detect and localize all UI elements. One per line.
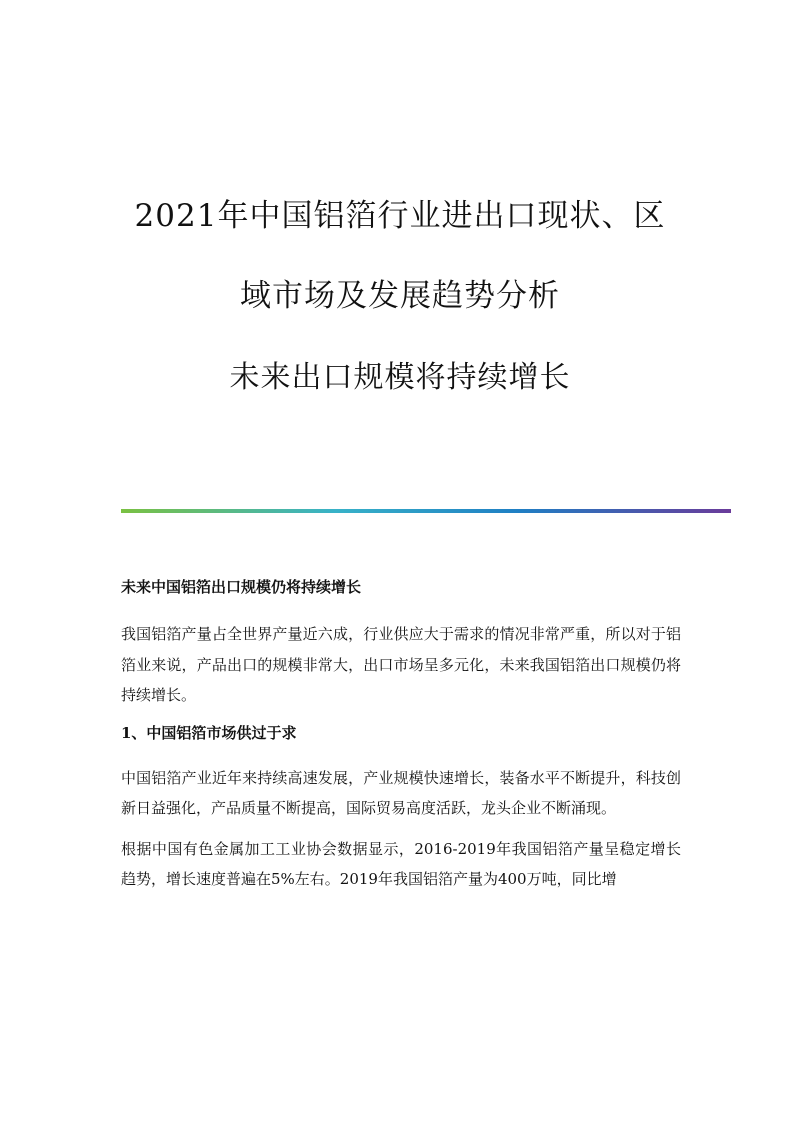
paragraph-2: 中国铝箔产业近年来持续高速发展，产业规模快速增长，装备水平不断提升，科技创新日益强化，产品质量不断提高，国际贸易高度活跃，龙头企业不断涌现。 [121,768,681,817]
document-subtitle: 未来出口规模将持续增长 [229,360,571,395]
paragraph-3: 根据中国有色金属加工工业协会数据显示，2016-2019年我国铝箔产量呈稳定增长趋势，增长速度普遍在5%左右。2019年我国铝箔产量为400万吨，同比增 [121,839,681,888]
section-heading: 未来中国铝箔出口规模仍将持续增长 [121,578,362,596]
document-title-line-2: 域市场及发展趋势分析 [240,278,560,314]
section-1-heading: 1、中国铝箔市场供过于求 [121,723,297,742]
paragraph-1: 我国铝箔产量占全世界产量近六成，行业供应大于需求的情况非常严重，所以对于铝箔业来说，产品出口的规模非常大，出口市场呈多元化，未来我国铝箔出口规模仍将持续增长。 [121,625,681,704]
document-title-line-1: 2021年中国铝箔行业进出口现状、区 [134,198,666,234]
document-body [121,575,681,905]
gradient-divider [121,509,731,513]
